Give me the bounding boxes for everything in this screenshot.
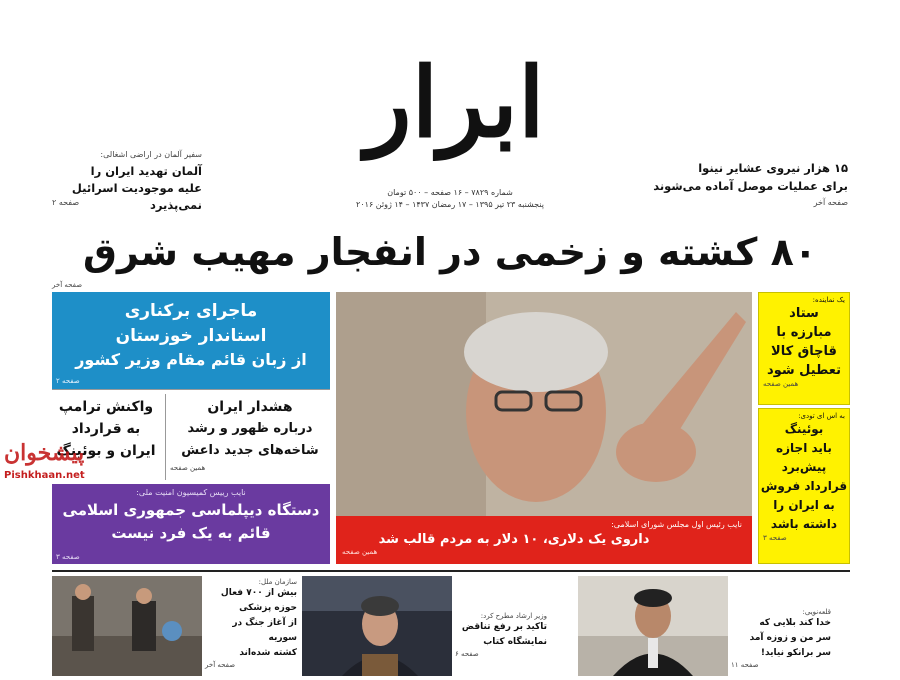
coach-line1: خدا کند بلایی که <box>759 618 831 628</box>
boeing-kicker: به اس ای تودی: <box>798 412 845 420</box>
diplomacy-line2: قائم به یک فرد نیست <box>111 524 271 542</box>
trump-line1: واکنش ترامپ <box>58 399 154 415</box>
photo-syria <box>52 576 202 676</box>
top-right-page-ref: صفحه آخر <box>813 198 848 207</box>
story-box-diplomacy <box>52 484 330 564</box>
diplomacy-page-ref: صفحه ۳ <box>56 553 80 561</box>
boeing-line6: داشته باشد <box>770 517 838 531</box>
boeing-line3: پیش‌برد <box>781 460 827 474</box>
smuggling-line4: تعطیل شود <box>767 363 841 378</box>
coach-line2: سر من و زوزه آمد <box>749 633 831 643</box>
coach-kicker: قلعه‌نویی: <box>802 608 831 616</box>
top-right-teaser-line1: ۱۵ هزار نیروی عشایر نینوا <box>698 161 848 175</box>
smuggling-line2: مبارزه با <box>776 325 832 340</box>
column-divider <box>165 394 166 480</box>
syria-line4: کشته شده‌اند <box>239 648 297 658</box>
watermark-url: Pishkhaan.net <box>4 470 85 481</box>
book-fair-page-ref: صفحه ۶ <box>455 650 479 658</box>
top-left-kicker: سفیر آلمان در اراضی اشغالی: <box>100 150 202 159</box>
smuggling-line3: قاچاق کالا <box>771 344 837 359</box>
diplomacy-line1: دستگاه دیپلماسی جمهوری اسلامی <box>62 501 320 519</box>
photo-coach-illustration <box>578 576 728 676</box>
photo-syria-illustration <box>52 576 202 676</box>
story-syria-medics <box>205 578 297 669</box>
boeing-page-ref: صفحه ۳ <box>763 534 787 542</box>
headline-page-ref: صفحه آخر <box>52 281 83 289</box>
top-left-teaser-line2: علیه موجودیت اسرائیل نمی‌پذیرد <box>71 181 202 212</box>
photo-minister <box>302 576 452 676</box>
syria-line2: حوزه پزشکی <box>239 603 297 613</box>
syria-page-ref: صفحه آخر <box>205 661 236 669</box>
isis-line1: هشدار ایران <box>207 399 293 415</box>
story-isis-warning <box>170 396 330 472</box>
syria-kicker: سازمان ملل: <box>258 578 297 586</box>
syria-line1: بیش از ۷۰۰ فعال <box>220 588 297 598</box>
story-box-smuggling <box>758 292 850 405</box>
governor-line1: ماجرای برکناری <box>124 301 258 321</box>
divider <box>52 389 330 390</box>
diplomacy-kicker: نایب رییس کمیسیون امنیت ملی: <box>136 488 246 497</box>
syria-line3: از آغاز جنگ در سوریه <box>232 618 297 643</box>
isis-line3: شاخه‌های جدید داعش <box>181 443 319 458</box>
coach-line3: سر برانکو نیاید! <box>760 648 831 658</box>
book-fair-kicker: وزیر ارشاد مطرح کرد: <box>480 612 547 620</box>
main-headline: ۸۰ کشته و زخمی در انفجار مهیب شرق <box>82 230 817 274</box>
photo-minister-illustration <box>302 576 452 676</box>
newspaper-logo: ابرار <box>365 46 545 159</box>
book-fair-line1: تاکید بر رفع تناقض <box>461 622 547 632</box>
top-left-teaser-line1: آلمان تهدید ایران را <box>90 164 202 178</box>
story-box-governor <box>52 292 330 389</box>
issue-info: شماره ۷۸۲۹ – ۱۶ صفحه – ۵۰۰ تومان <box>387 188 513 197</box>
smuggling-page-ref: همین صفحه <box>763 380 799 388</box>
governor-page-ref: صفحه ۲ <box>56 377 80 385</box>
story-box-boeing <box>758 408 850 564</box>
boeing-line5: به ایران را <box>773 498 835 512</box>
governor-line3: از زبان قائم مقام وزیر کشور <box>75 350 307 369</box>
trump-line2: به قرارداد <box>71 421 141 437</box>
smuggling-line1: ستاد <box>789 306 819 321</box>
smuggling-kicker: یک نماینده: <box>812 296 845 304</box>
top-right-teaser-line2: برای عملیات موصل آماده می‌شوند <box>653 179 848 193</box>
date-line: پنجشنبه ۲۳ تیر ۱۳۹۵ – ۱۷ رمضان ۱۴۳۷ – ۱۴ ژوئن ۲۰۱۶ <box>356 200 544 209</box>
governor-line2: استاندار خوزستان <box>115 326 267 346</box>
trump-line3: ایران و بوئینگ <box>56 443 156 459</box>
story-coach-quote <box>731 608 831 669</box>
book-fair-line2: نمایشگاه کتاب <box>483 637 547 647</box>
photo-caption-bar <box>336 516 752 564</box>
watermark-logo: پیشخوان <box>4 440 85 466</box>
story-book-fair <box>455 612 547 658</box>
photo-coach <box>578 576 728 676</box>
isis-line2: درباره ظهور و رشد <box>187 421 313 436</box>
boeing-line1: بوئینگ <box>784 422 824 436</box>
photo-caption-kicker: نایب رئیس اول مجلس شورای اسلامی: <box>611 520 742 529</box>
boeing-line4: قرارداد فروش <box>760 479 848 493</box>
photo-caption-text: داروی یک دلاری، ۱۰ دلار به مردم قالب شد <box>378 532 650 547</box>
boeing-line2: باید اجازه <box>776 441 832 455</box>
top-left-page-ref: صفحه ۲ <box>52 198 80 207</box>
bottom-rule <box>52 570 850 572</box>
photo-caption-page-ref: همین صفحه <box>342 548 378 556</box>
coach-page-ref: صفحه ۱۱ <box>731 661 759 669</box>
isis-page-ref: همین صفحه <box>170 464 206 472</box>
